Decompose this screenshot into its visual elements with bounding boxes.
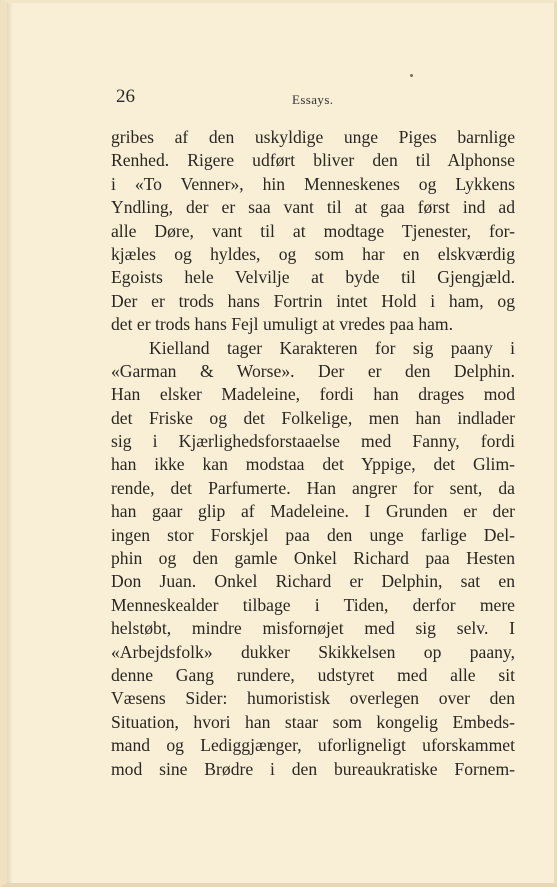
spine-shadow	[7, 3, 13, 883]
text-line: Situation, hvori han staar som kongelig Embeds-	[111, 711, 515, 732]
text-line: phin og den gamle Onkel Richard paa Hesten	[111, 548, 515, 569]
text-line: rende, det Parfumerte. Han angrer for sent, da	[111, 477, 515, 498]
text-line: Egoists hele Velvilje at byde til Gjengjæld.	[111, 267, 515, 288]
text-line: sig i Kjærlighedsforstaaelse med Fanny, fordi	[111, 431, 515, 452]
body-text	[111, 126, 515, 781]
text-line: Væsens Sider: humoristisk overlegen over den	[111, 688, 515, 709]
page-number: 26	[116, 86, 135, 107]
text-line: denne Gang rundere, udstyret med alle sit	[111, 664, 515, 685]
text-line: mod sine Brødre i den bureaukratiske Fornem-	[111, 758, 515, 779]
text-line: i «To Venner», hin Menneskenes og Lykkens	[111, 173, 515, 194]
text-line: Han elsker Madeleine, fordi han drages mod	[111, 384, 515, 405]
text-line: alle Døre, vant til at modtage Tjenester, for-	[111, 220, 515, 241]
text-line: han ikke kan modstaa det Yppige, det Glim-	[111, 454, 515, 475]
text-line: Yndling, der er saa vant til at gaa først ind ad	[111, 197, 515, 218]
text-line: mand og Lediggjænger, uforligneligt uforskammet	[111, 735, 515, 756]
text-line: det er trods hans Fejl umuligt at vredes paa ham.	[111, 314, 454, 335]
text-line: ingen stor Forskjel paa den unge farlige Del-	[111, 524, 515, 545]
running-head: Essays.	[292, 92, 334, 107]
text-line: han gaar glip af Madeleine. I Grunden er der	[111, 501, 515, 522]
text-line: gribes af den uskyldige unge Piges barnlige	[111, 127, 515, 147]
text-line: Der er trods hans Fortrin intet Hold i ham, og	[111, 290, 515, 311]
ink-speck	[410, 74, 413, 77]
text-line: «Garman & Worse». Der er den Delphin.	[111, 360, 515, 381]
text-line: det Friske og det Folkelige, men han indlader	[111, 407, 515, 428]
text-line: Don Juan. Onkel Richard er Delphin, sat en	[111, 571, 515, 592]
text-line: Renhed. Rigere udført bliver den til Alphonse	[111, 150, 515, 171]
text-line: Kielland tager Karakteren for sig paany i	[149, 337, 515, 358]
text-line: helstøbt, mindre misfornøjet med sig selv. I	[111, 618, 515, 639]
text-line: «Arbejdsfolk» dukker Skikkelsen op paany,	[111, 641, 515, 662]
text-line: Menneskealder tilbage i Tiden, derfor mere	[111, 594, 515, 615]
text-line: kjæles og hyldes, og som har en elskværdig	[111, 243, 515, 264]
